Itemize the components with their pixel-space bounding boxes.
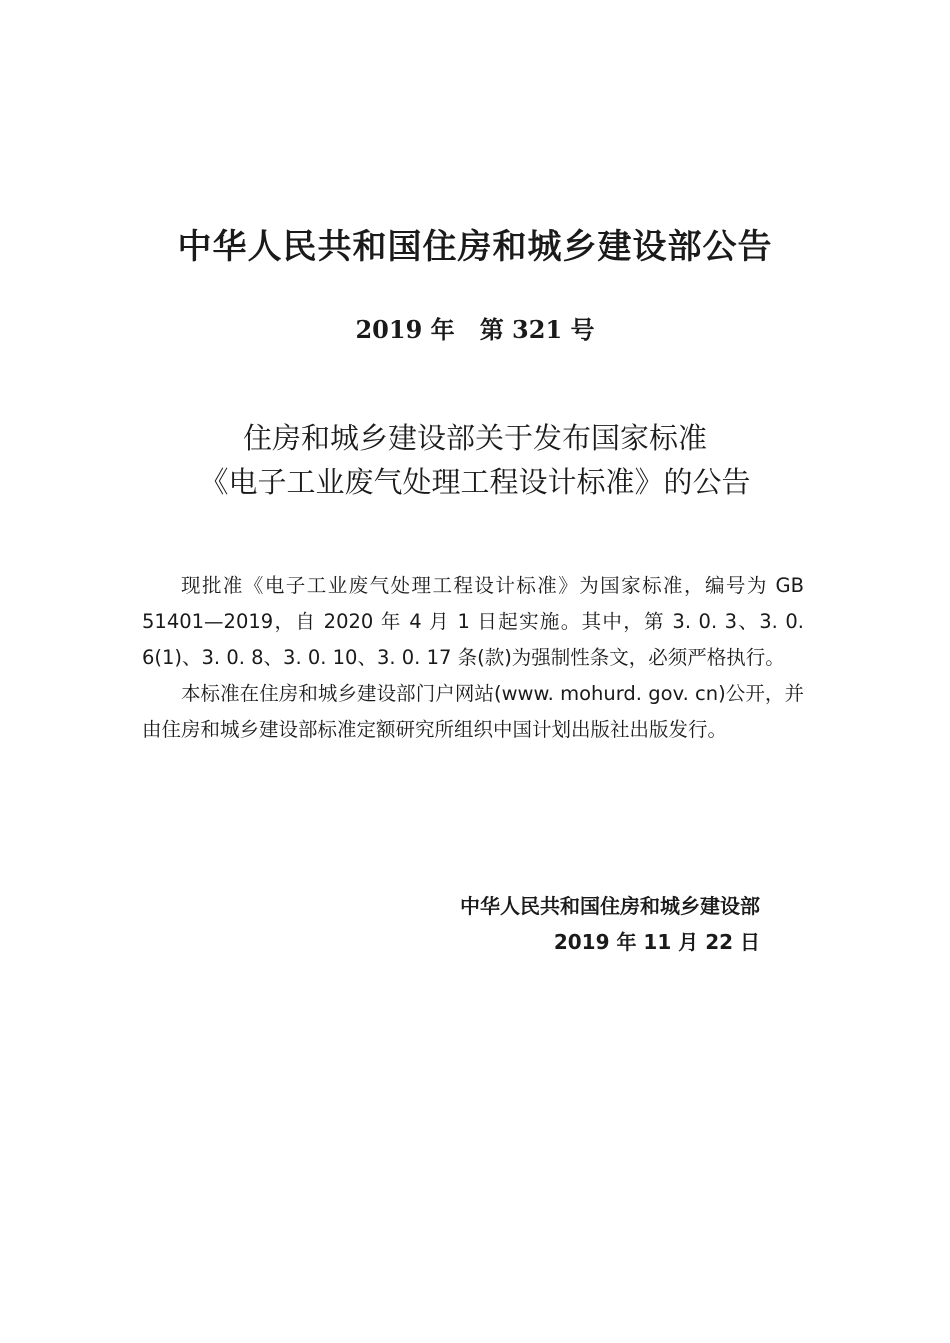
document-number: 2019 年 第 321 号 (355, 315, 595, 344)
signature-block (400, 888, 760, 960)
issue-date: 2019 年 11 月 22 日 (553, 930, 760, 954)
notice-title (0, 416, 950, 504)
notice-body (142, 568, 804, 748)
ministry-announcement-title: 中华人民共和国住房和城乡建设部公告 (177, 227, 773, 267)
body-paragraph-1: 现批准《电子工业废气处理工程设计标准》为国家标准，编号为 GB 51401—2019，自 2020 年 4 月 1 日起实施。其中，第 3. 0. 3、3. 0. 6(1)、3. 0. 8、3. 0. 10、3. 0. 17 条(款)为强制性条文，必须严格执行。 (142, 574, 804, 669)
notice-title-line-2: 《电子工业废气处理工程设计标准》的公告 (199, 465, 751, 499)
notice-title-line-1: 住房和城乡建设部关于发布国家标准 (242, 421, 707, 455)
body-paragraph-2: 本标准在住房和城乡建设部门户网站(www. mohurd. gov. cn)公开，并由住房和城乡建设部标准定额研究所组织中国计划出版社出版发行。 (142, 682, 804, 741)
issuer-name: 中华人民共和国住房和城乡建设部 (460, 894, 760, 918)
